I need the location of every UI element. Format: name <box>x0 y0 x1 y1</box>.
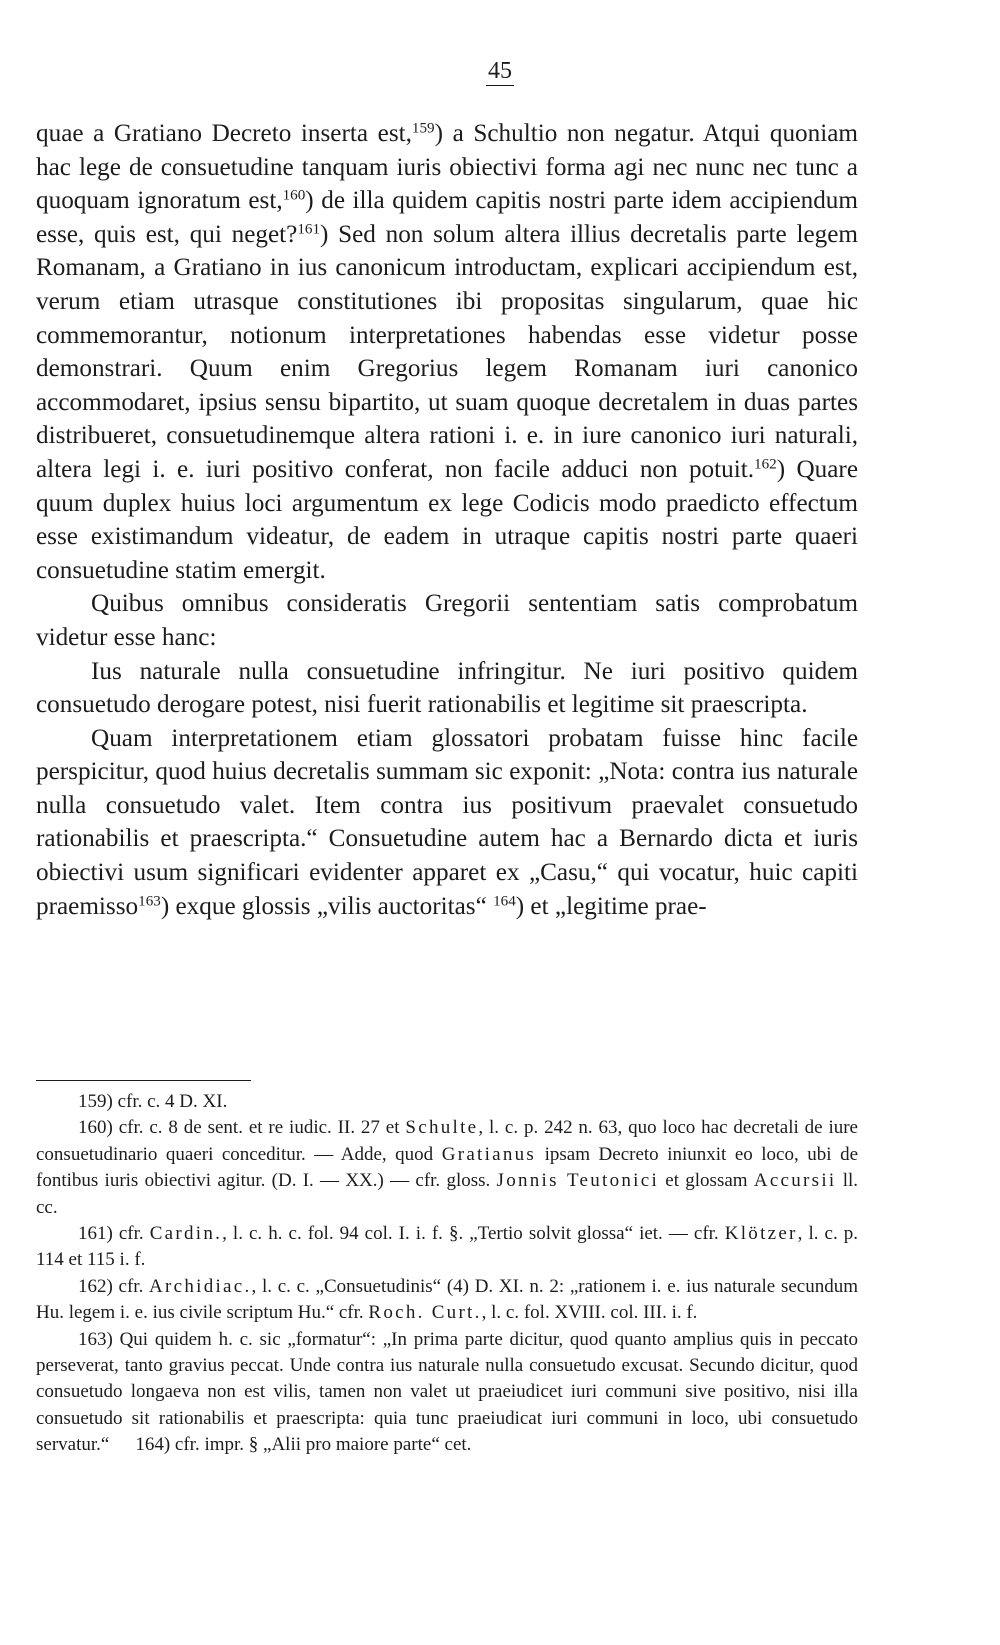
footnote-160 <box>36 1115 858 1221</box>
text-run: Quam interpretationem etiam glossatori probatam fuisse hinc facile perspicitur, quod huius decretalis summam sic exponit: „Nota: contra ius naturale nulla consuetudo valet. Item contra ius positivum praevalet consuetudo rationabilis et praescripta.“ Consuetudine autem hac a Bernardo dicta et iuris obiectivi usum significari evidenter apparet ex „Casu,“ qui vocatur, huic capiti praemisso <box>36 724 858 920</box>
main-text <box>36 117 858 923</box>
text-run: ipsam Decreto iniunxit eo loco, ubi de fontibus iuris obiectivi agitur. (D. I. — XX.) — cfr. gloss. <box>36 1143 859 1192</box>
page-number-text: 45 <box>488 58 512 84</box>
text-run: , l. c. h. c. fol. 94 col. I. i. f. §. „Tertio solvit glossa“ iet. — cfr. <box>222 1223 725 1245</box>
footnote-divider <box>36 1080 251 1081</box>
author-name: Roch. Curt. <box>368 1302 482 1324</box>
paragraph-2: Quibus omnibus consideratis Gregorii sententiam satis comprobatum videtur esse hanc: <box>36 590 858 651</box>
footnote-ref-161[interactable]: 161 <box>297 221 320 238</box>
text-run: ) et „legitime prae- <box>515 892 707 920</box>
footnote-159: 159) cfr. c. 4 D. XI. <box>78 1091 228 1112</box>
page-number <box>0 56 1000 86</box>
footnote-ref-162[interactable]: 162 <box>754 456 777 473</box>
text-run: ll. cc. <box>36 1170 859 1218</box>
footnote-161 <box>36 1221 858 1274</box>
paragraph-4 <box>36 722 858 924</box>
author-name: Jonnis Teutonici <box>496 1170 660 1192</box>
text-run: ) de illa quidem capitis nostri parte idem accipiendum esse, quis est, qui neget? <box>36 187 858 248</box>
footnote-ref-164[interactable]: 164 <box>493 893 516 910</box>
author-name: Klötzer <box>724 1223 798 1245</box>
footnote-163 <box>36 1327 858 1459</box>
author-name: Archidiac. <box>149 1275 252 1297</box>
paragraph-1 <box>36 117 858 587</box>
text-run: quae a Gratiano Decreto inserta est, <box>36 120 412 147</box>
author-name: Cardin. <box>149 1223 223 1245</box>
text-run: 161) cfr. <box>78 1223 150 1245</box>
text-run: 160) cfr. c. 8 de sent. et re iudic. II. 27 et <box>78 1117 406 1139</box>
author-name: Gratianus <box>441 1143 537 1165</box>
text-run: , l. c. c. „Consuetudinis“ (4) D. XI. n. 2: „rationem i. e. ius naturale secundum Hu. legem i. e. ius civile scriptum Hu.“ cfr. <box>36 1275 858 1324</box>
author-name: Schulte <box>405 1117 479 1139</box>
paragraph-3-thesis: Ius naturale nulla consuetudine infringitur. Ne iuri positivo quidem consuetudo derogare potest, nisi fuerit rationabilis et legitime sit praescripta. <box>36 657 858 719</box>
text-run: , l. c. fol. XVIII. col. III. i. f. <box>481 1302 698 1324</box>
footnote-ref-163[interactable]: 163 <box>138 893 161 910</box>
footnote-162 <box>36 1274 858 1327</box>
author-name: Accursii <box>753 1170 837 1192</box>
footnote-164: 164) cfr. impr. § „Alii pro maiore parte“ cet. <box>135 1434 472 1456</box>
text-run: ) a Schultio non negatur. Atqui quoniam hac lege de consuetudine tanquam iuris obiectivi forma agi nec nunc nec tunc a quoquam ignoratum est, <box>36 120 858 215</box>
text-run: et glossam <box>659 1170 754 1192</box>
text-run: ) exque glossis „vilis auctoritas“ <box>160 892 494 920</box>
text-run: , l. c. p. 114 et 115 i. f. <box>36 1223 859 1271</box>
text-run: ) Sed non solum altera illius decretalis parte legem Romanam, a Gratiano in ius canonicum introductam, explicari accipiendum est, verum etiam utrasque constitutiones ibi propositas singularum, quae hic commemorantur, notionum interpretationes habendas esse videtur posse demonstrari. Quum enim Gregorius legem Romanam iuri canonico accommodaret, ipsius sensu bipartito, ut suam quoque decretalem in duas partes distribueret, consuetudinemque altera rationi i. e. in iure canonico iuri naturali, altera legi i. e. iuri positivo conferat, non facile adduci non potuit. <box>36 220 858 483</box>
text-run: 162) cfr. <box>78 1275 150 1297</box>
footnotes <box>36 1089 858 1459</box>
footnote-ref-159[interactable]: 159 <box>411 120 435 137</box>
footnote-ref-160[interactable]: 160 <box>282 187 306 204</box>
text-run: ) Quare quum duplex huius loci argumentum ex lege Codicis modo praedicto effectum esse existimandum videatur, de eadem in utraque capitis nostri parte quaeri consuetudine statim emergit. <box>36 455 858 584</box>
text-run: , l. c. p. 242 n. 63, quo loco hac decretali de iure consuetudinario quaeri conceditur. — Adde, quod <box>36 1117 858 1165</box>
text-run: 163) Qui quidem h. c. sic „formatur“: „In prima parte dicitur, quod quanto amplius quis in peccato perseverat, tanto gravius peccat. Unde contra ius naturale nulla consuetudo excusat. Secundo dicitur, quod consuetudo longaeva non est vilis, tamen non valet ut praeiudicet iuri communi sive positivo, nisi illa consuetudo sit rationabilis et praescripta: quia tunc praeiudicat iuri communi in loco, ubi consuetudo servatur.“ <box>36 1328 858 1456</box>
